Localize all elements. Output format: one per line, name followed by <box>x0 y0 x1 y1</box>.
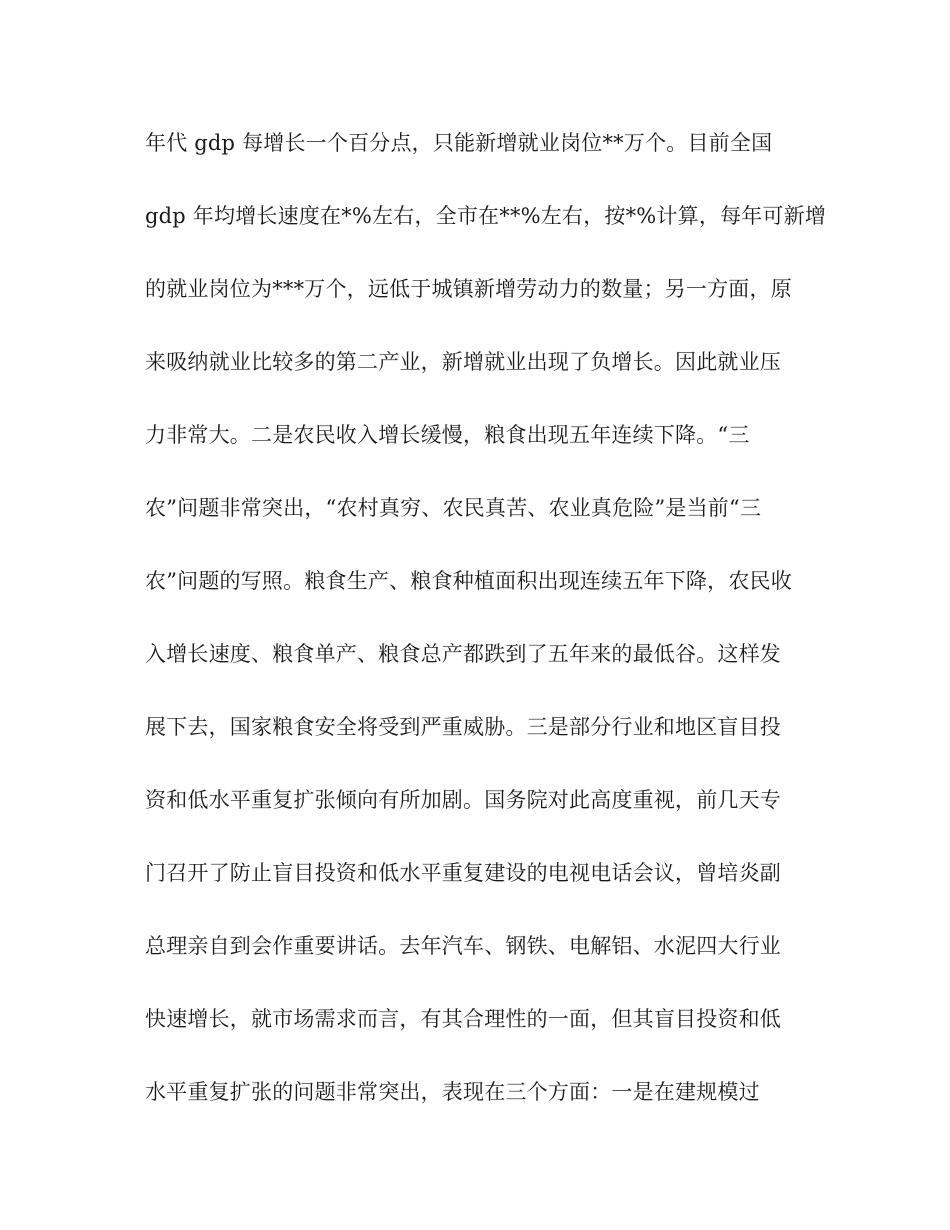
text-line: 的就业岗位为***万个，远低于城镇新增劳动力的数量；另一方面，原 <box>145 277 792 301</box>
text-line: gdp 年均增长速度在*%左右，全市在**%左右，按*%计算，每年可新增 <box>145 204 827 228</box>
text-line: 入增长速度、粮食单产、粮食总产都跌到了五年来的最低谷。这样发 <box>145 642 781 666</box>
body-text <box>145 120 825 1142</box>
text-line: 年代 gdp 每增长一个百分点，只能新增就业岗位**万个。目前全国 <box>145 131 773 155</box>
text-line: 快速增长，就市场需求而言，有其合理性的一面，但其盲目投资和低 <box>145 1007 781 1031</box>
text-line: 展下去，国家粮食安全将受到严重威胁。三是部分行业和地区盲目投 <box>145 715 781 739</box>
text-line: 资和低水平重复扩张倾向有所加剧。国务院对此高度重视，前几天专 <box>145 788 781 812</box>
text-line: 水平重复扩张的问题非常突出，表现在三个方面：一是在建规模过 <box>145 1080 760 1104</box>
text-line: 来吸纳就业比较多的第二产业，新增就业出现了负增长。因此就业压 <box>145 350 781 374</box>
text-line: 农”问题的写照。粮食生产、粮食种植面积出现连续五年下降，农民收 <box>145 569 792 593</box>
text-line: 总理亲自到会作重要讲话。去年汽车、钢铁、电解铝、水泥四大行业 <box>145 934 781 958</box>
text-line: 力非常大。二是农民收入增长缓慢，粮食出现五年连续下降。“三 <box>145 423 750 447</box>
text-line: 农”问题非常突出，“农村真穷、农民真苦、农业真危险”是当前“三 <box>145 496 762 520</box>
text-line: 门召开了防止盲目投资和低水平重复建设的电视电话会议，曾培炎副 <box>145 861 781 885</box>
